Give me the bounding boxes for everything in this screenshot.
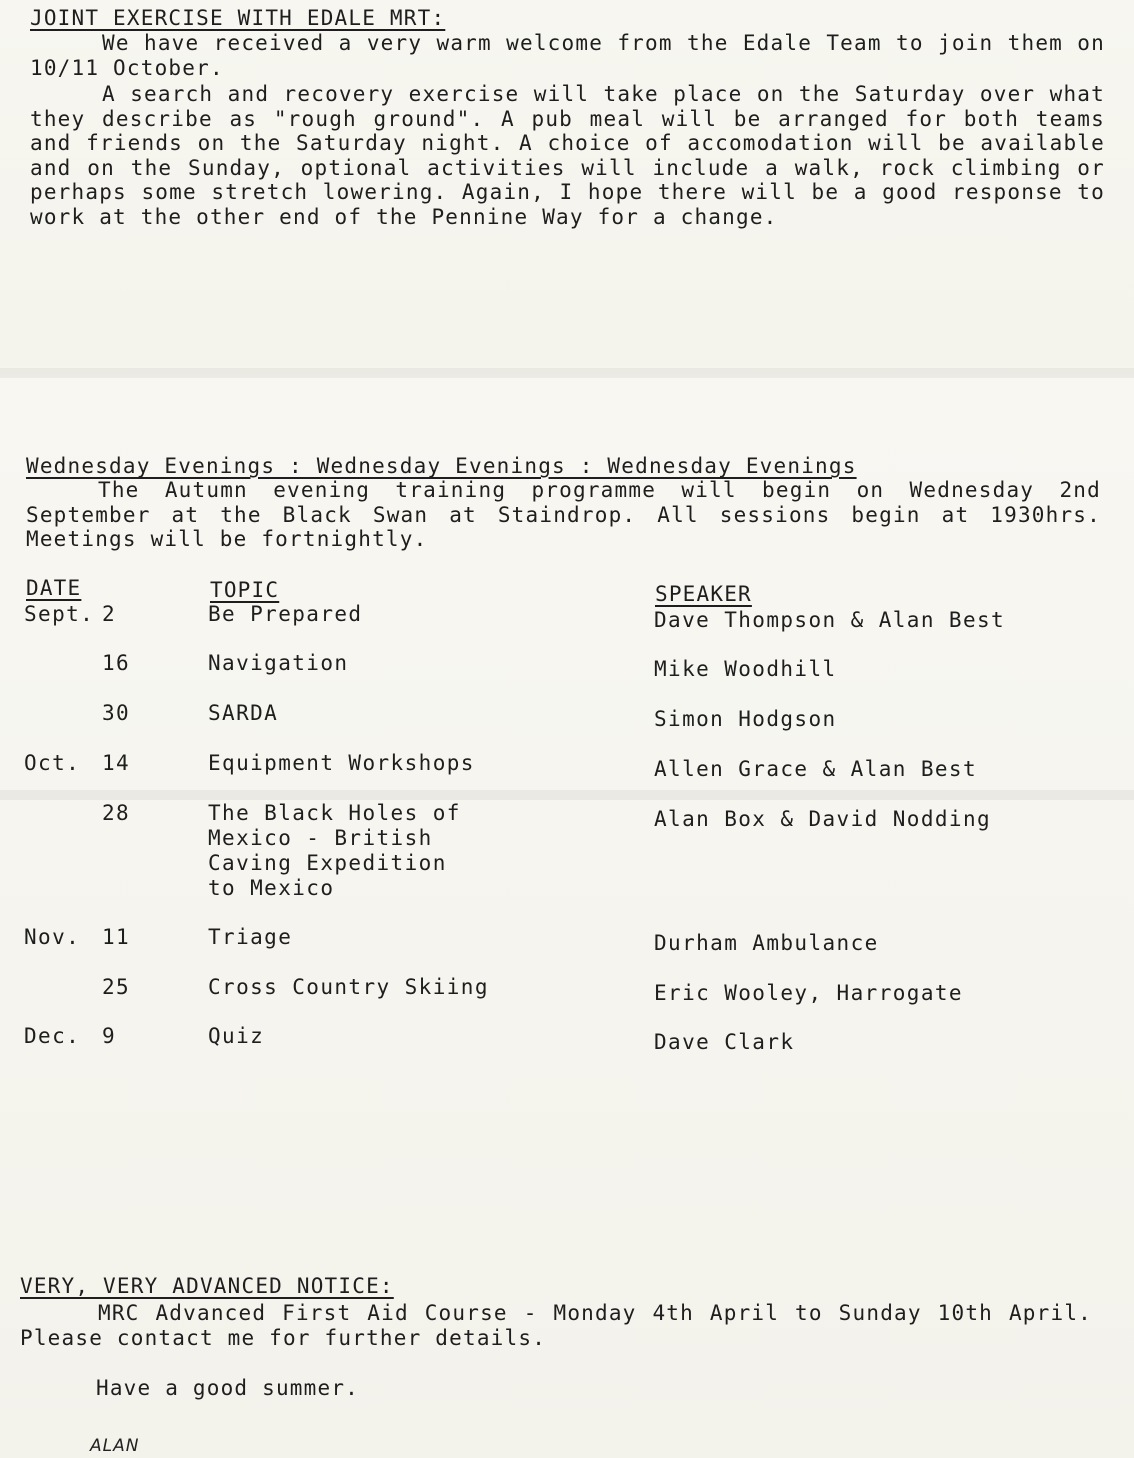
wednesday-heading: Wednesday Evenings : Wednesday Evenings : Wednesday Evenings	[26, 454, 857, 478]
notice-paragraph	[20, 1301, 1092, 1350]
row-topic: Cross Country Skiing	[208, 975, 489, 999]
paper-fold	[0, 790, 1134, 800]
row-speaker: Mike Woodhill	[654, 657, 837, 681]
signature: ALAN	[90, 1436, 140, 1456]
row-speaker: Durham Ambulance	[654, 931, 879, 955]
joint-exercise-heading: JOINT EXERCISE WITH EDALE MRT:	[30, 6, 446, 30]
joint-exercise-text-2: A search and recovery exercise will take place on the Saturday over what they describe as "rough ground". A pub meal will be arranged for both teams and friends on the Saturday night. A choice of accomodation will be available and on the Sunday, optional activities will include a walk, rock climbing or perhaps some stretch lowering. Again, I hope there will be a good response to work at the other end of the Pennine Way for a change.	[30, 82, 1105, 229]
row-speaker: Alan Box & David Nodding	[654, 807, 992, 831]
row-day: 25	[102, 975, 131, 999]
wednesday-paragraph	[26, 478, 1101, 552]
row-month: Nov.	[24, 925, 81, 949]
row-speaker: Dave Clark	[654, 1030, 795, 1054]
row-day: 14	[102, 751, 131, 775]
row-day: 28	[102, 801, 131, 825]
row-month: Oct.	[24, 751, 81, 775]
row-speaker: Allen Grace & Alan Best	[654, 757, 977, 781]
row-topic: Equipment Workshops	[208, 751, 475, 775]
row-topic: Be Prepared	[208, 602, 363, 626]
closing-line: Have a good summer.	[96, 1376, 360, 1400]
notice-text: MRC Advanced First Aid Course - Monday 4th April to Sunday 10th April. Please contact me for further details.	[20, 1301, 1092, 1350]
row-topic: Quiz	[208, 1024, 265, 1048]
notice-heading: VERY, VERY ADVANCED NOTICE:	[20, 1274, 394, 1298]
row-topic: Triage	[208, 925, 293, 949]
wednesday-text: The Autumn evening training programme will begin on Wednesday 2nd September at the Black Swan at Staindrop. All sessions begin at 1930hrs. Meetings will be fortnightly.	[26, 478, 1101, 551]
row-month: Dec.	[24, 1024, 81, 1048]
joint-exercise-paragraph-1	[30, 31, 1105, 80]
row-topic: Navigation	[208, 651, 349, 675]
joint-exercise-text-1: We have received a very warm welcome from the Edale Team to join them on 10/11 October.	[30, 31, 1105, 80]
row-topic: SARDA	[208, 701, 279, 725]
date-column-header: DATE	[26, 576, 82, 600]
row-day: 2	[102, 602, 117, 626]
row-speaker: Dave Thompson & Alan Best	[654, 608, 1006, 632]
row-day: 9	[102, 1024, 117, 1048]
row-speaker: Simon Hodgson	[654, 707, 837, 731]
row-speaker: Eric Wooley, Harrogate	[654, 981, 963, 1005]
row-month: Sept.	[24, 602, 95, 626]
speaker-column-header: SPEAKER	[655, 582, 752, 606]
topic-column-header: TOPIC	[210, 578, 280, 602]
row-day: 11	[102, 925, 131, 949]
joint-exercise-paragraph-2	[30, 82, 1105, 229]
row-day: 16	[102, 651, 131, 675]
row-topic: The Black Holes of Mexico - British Caving Expedition to Mexico	[208, 801, 461, 900]
row-day: 30	[102, 701, 131, 725]
paper-fold	[0, 368, 1134, 378]
